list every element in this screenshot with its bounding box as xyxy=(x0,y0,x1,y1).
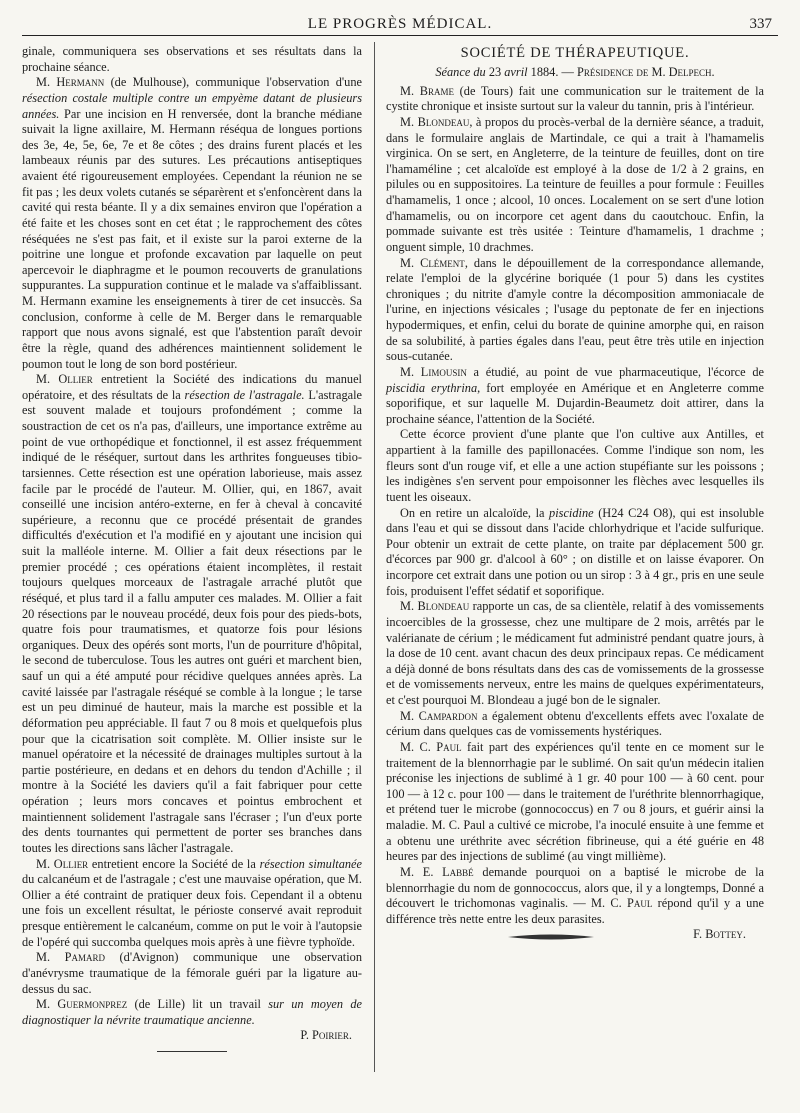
communication-title: résection simultanée xyxy=(259,856,363,871)
plant-name: piscidia erythrina xyxy=(386,380,478,395)
page-number: 337 xyxy=(749,16,772,32)
paragraph-ollier-calcaneum: M. Ollier entretient encore la Société de la résection simultanée du calcanéum et de l'astragale ; c'est une mauvaise opération, que M. Ollier a été contraint de pratiquer deux fois. Cependant il a obtenu une fois un excellent résultat, le périoste conservé avait reproduit presque entièrement le calcanéum, comme on put le voir à l'autopsie de l'opéré qui succomba quelques mois après à une fièvre typhoïde. xyxy=(22,856,363,949)
author-signature: P. Poirier. xyxy=(300,1028,352,1043)
speaker-name: M. Pamard xyxy=(36,950,105,965)
speaker-name: M. Campardon xyxy=(400,708,478,723)
speaker-name: M. Blondeau xyxy=(400,599,470,614)
speaker-name: M. E. Labbé xyxy=(400,864,474,879)
speaker-name: M. Clément xyxy=(400,255,465,270)
paragraph-clement: M. Clément, dans le dépouillement de la correspondance allemande, relate l'emploi de la glycérine boriquée (1 pour 5) dans les cystites chroniques ; du nitrite d'amyle contre la décomposition ammoniacale de l'urine, en injections vésicales ; l'usage du peptonate de fer en injections hypodermiques, et enfin, celui du borate de quinine amorphe qui, en raison de sa solubilité, à parties égales dans l'eau, peut être très utile en injection sous-cutanée. xyxy=(386,255,764,364)
speaker-name: M. Limousin xyxy=(400,364,467,379)
left-column xyxy=(22,44,362,1052)
header-rule xyxy=(22,35,778,36)
paragraph-hermann: M. Hermann (de Mulhouse), communique l'observation d'une résection costale multiple contre un empyème datant de plusieurs années. Par une incision en H renversée, dont la branche médiane suivait la ligne axillaire, M. Hermann réséqua de longues portions des 3e, 4e, 5e, 6e, 7e et 8e côtes ; des drains furent placés et les lambeaux réunis par des sutures. Les précautions antiseptiques avaient été rigoureusement employées. Cependant la réunion ne se fit pas ; les deux volets cutanés se séparèrent et s'enfoncèrent dans la cavité qui resta béante. Il y a dix semaines environ que l'opération a été faite et les choses sont en cet état ; le rapprochement des côtes réséquées ne s'est pas fait, et il existe sur la paroi externe de la poitrine une longue et profonde excavation par laquelle on peut apercevoir le diaphragme et le poumon recouverts de granulations suppurantes. La suppuration continue et le malade va s'affaiblissant. M. Hermann examine les enseignements à tirer de cet insuccès. Sa conclusion, conforme à celle de M. Berger dans le remarquable rapport que nous avons signalé, est que l'abstention paraît devoir être la règle, quand des adhérences maintiennent solidement le poumon tout le long de son bord postérieur. xyxy=(22,75,362,371)
paragraph-brame: M. Brame (de Tours) fait une communication sur le traitement de la cystite chronique et insiste surtout sur la valeur du tannin, pris à l'intérieur. xyxy=(386,83,765,114)
paragraph-labbe: M. E. Labbé demande pourquoi on a baptisé le microbe de la blennorrhagie du nom de gonnococcus, alors que, il y a longtemps, Donné a découvert le trichomonas vaginalis. — M. C. Paul répond qu'il y a une différence très nette entre les deux parasites. xyxy=(386,864,764,926)
paragraph-blondeau-cerium: M. Blondeau rapporte un cas, de sa clientèle, relatif à des vomissements incoercibles de la grossesse, chez une multipare de 2 mois, arrêtés par le valérianate de cérium ; le médicament fut administré pendant quatre jours, à la dose de 10 cent. avant chacun des deux principaux repas. Ce médicament a déjà donné de bons résultats dans des cas de vomissements de la grossesse et de vomissements nerveux, entre les mains de quelques expérimentateurs, et c'est pourquoi M. Blondeau a jugé bon de le signaler. xyxy=(386,599,764,707)
signature-row xyxy=(386,927,764,943)
section-heading: SOCIÉTÉ DE THÉRAPEUTIQUE. xyxy=(460,45,690,61)
author-signature: F. Bottey. xyxy=(693,927,746,942)
right-column xyxy=(386,44,764,943)
paragraph-alcaloide: On en retire un alcaloïde, la piscidine (H24 C24 O8), qui est insoluble dans l'eau et qui se dissout dans l'acide chlorhydrique et l'acide sulfurique. Pour obtenir un extrait de cette plante, on traite par déplacement 500 gr. d'écorces par 900 gr. d'alcool à 60° ; on distille et on laisse évaporer. On incorpore cet extrait dans une potion ou un sirop : 3 à 4 gr., pris en une seule fois, produisent l'effet sédatif et soporifique. xyxy=(386,505,764,598)
speaker-name: M. C. Paul xyxy=(591,896,653,911)
running-title: LE PROGRÈS MÉDICAL. xyxy=(307,16,493,32)
speaker-name: M. Ollier xyxy=(36,372,93,387)
speaker-name: M. Ollier xyxy=(36,856,89,871)
communication-title: résection costale multiple contre un empyème datant de plusieurs années. xyxy=(22,90,362,121)
communication-title: sur un moyen de diagnostiquer la névrite traumatique ancienne. xyxy=(22,997,362,1027)
paragraph-guermonprez: M. Guermonprez (de Lille) lit un travail sur un moyen de diagnostiquer la névrite traumatique ancienne. xyxy=(22,997,362,1027)
session-line: Séance du 23 avril 1884. — Présidence de M. Delpech. xyxy=(435,65,715,79)
speaker-name: M. C. Paul xyxy=(400,739,462,754)
communication-title: résection de l'astragale. xyxy=(184,387,305,402)
section-end-rule xyxy=(157,1051,227,1052)
paragraph-limousin: M. Limousin a étudié, au point de vue pharmaceutique, l'écorce de piscidia erythrina, fort employée en Amérique et en Angleterre comme soporifique, et sur laquelle M. Dujardin-Beaumetz doit attirer, dans la prochaine séance, l'attention de la Société. xyxy=(386,364,764,426)
speaker-name: M. Guermonprez xyxy=(36,997,128,1012)
paragraph-pamard: M. Pamard (d'Avignon) communique une observation d'anévrysme traumatique de la fémorale guéri par la ligature au-dessus du sac. xyxy=(22,950,362,996)
column-divider xyxy=(374,42,375,1072)
paragraph-campardon: M. Campardon a également obtenu d'excellents effets avec l'oxalate de cérium dans quelques cas de vomissements hystériques. xyxy=(386,708,764,739)
paragraph-continuation: ginale, communiquera ses observations et ses résultats dans la prochaine séance. xyxy=(22,44,362,74)
speaker-name: M. Brame xyxy=(400,83,454,98)
paragraph-paul: M. C. Paul fait part des expériences qu'il tente en ce moment sur le traitement de la blennorrhagie par le sublimé. On sait qu'un médecin italien préconise les injections de sublimé à 1 gr. 40 pour 100 — à 60 cent. pour 100 — à 12 c. pour 100 — dans le traitement de l'uréthrite blennorrhagique, et prétend tuer le microbe (gonnococcus) en 7 ou 8 jours, et guérir ainsi la maladie. M. C. Paul a cultivé ce microbe, l'a inoculé ensuite à une femme et a obtenu une uréthrite avec sécrétion fibrineuse, qui a été guérie en 48 heures par des injections de sublimé (au vingt millième). xyxy=(386,739,764,864)
ornament-rule xyxy=(506,933,596,941)
paragraph-ollier-astragale: M. Ollier entretient la Société des indications du manuel opératoire, et des résultats de la résection de l'astragale. L'astragale est souvent malade et toujours profondément ; comme la soustraction de cet os n'a pas, d'ailleurs, une importance extrême au point de vue orthopédique et fonctionnel, il est assez fréquemment indiqué de le réséquer, surtout dans les arthrites fongueuses tibio-tarsiennes. Cette résection est une opération laborieuse, mais assez facile par le procédé de l'auteur. M. Ollier, qui, en 1867, avait conseillé une incision antéro-externe, en fer à cheval à concavité supérieure, a reconnu que ce procédé présentait de grandes difficultés d'exécution et l'a modifié en y ajoutant une incision qui suit la malléole interne. M. Ollier a fait deux résections par le premier procédé ; ces opérations étaient incomplètes, il restait toujours quelques morceaux de l'astragale arraché plutôt que réséqué, et plus tard il a fallu amputer ces malades. M. Ollier a fait 20 résections par le nouveau procédé, deux fois pour des pieds-bots, quatre fois pour traumatismes, et quatorze fois pour lésions organiques. Deux des opérés sont morts, l'un de pourriture d'hôpital, le second de tuberculose. Tous les autres ont guéri et marchent bien, sauf un qui a été amputé pour récidive quelques années après. La cavité laissée par l'astragale réséqué se comble à la longue ; le tarse est un peu diminué de hauteur, mais la marche est possible et la déformation peu appréciable. Il faut 7 ou 8 mois et quelquefois plus pour que la cicatrisation soit complète. M. Ollier insiste sur le manuel opératoire et la nécessité de drainages multiples surtout à la partie postérieure, en dedans et en dehors du tendon d'Achille ; il montre à la Société les daviers qu'il a fait fabriquer pour cette opération ; leurs mors concaves et pointus embrochent et maintiennent solidement l'astragale sans l'écraser ; l'un d'eux porte des dents tournantes qui permettent de porter ses branches dans toutes les directions sans lâcher l'astragale. xyxy=(22,372,363,855)
speaker-name: M. Hermann xyxy=(36,75,105,90)
page-header xyxy=(22,14,778,36)
chemical-formula: (H24 C24 O8) xyxy=(593,505,673,520)
alkaloid-name: piscidine xyxy=(549,505,594,520)
paragraph-blondeau: M. Blondeau, à propos du procès-verbal de la dernière séance, a traduit, dans le formulaire anglais de Martindale, ce qui a trait à l'hamamelis virginica. On se sert, en Angleterre, de la teinture de feuilles, dont on tire l'hamaméline ; cet alcaloïde est employé à la dose de 1/2 à 2 grains, en pilules ou en suppositoires. La teinture de feuilles a pour formule : Feuilles d'hamamelis, 1 once ; alcool, 10 onces. Localement on se sert d'une lotion d'hamamelis, ou on incorpore cet agent dans du caoutchouc. Enfin, la pommade suivante est très usitée : Teinture d'hamamelis, 1 drachme ; onguent simple, 10 drachmes. xyxy=(386,114,764,254)
speaker-name: M. Blondeau xyxy=(400,114,470,129)
paragraph-plant-description: Cette écorce provient d'une plante que l'on cultive aux Antilles, et appartient à la famille des papillonacées. Comme l'indique son nom, les fleurs sont d'un rouge vif, et elle a une action stupéfiante sur les poissons ; les indigènes s'en servent pour empoisonner les flèches avec lesquelles ils tuent les oiseaux. xyxy=(386,427,764,504)
presidence: Présidence de M. Delpech. xyxy=(576,65,715,79)
